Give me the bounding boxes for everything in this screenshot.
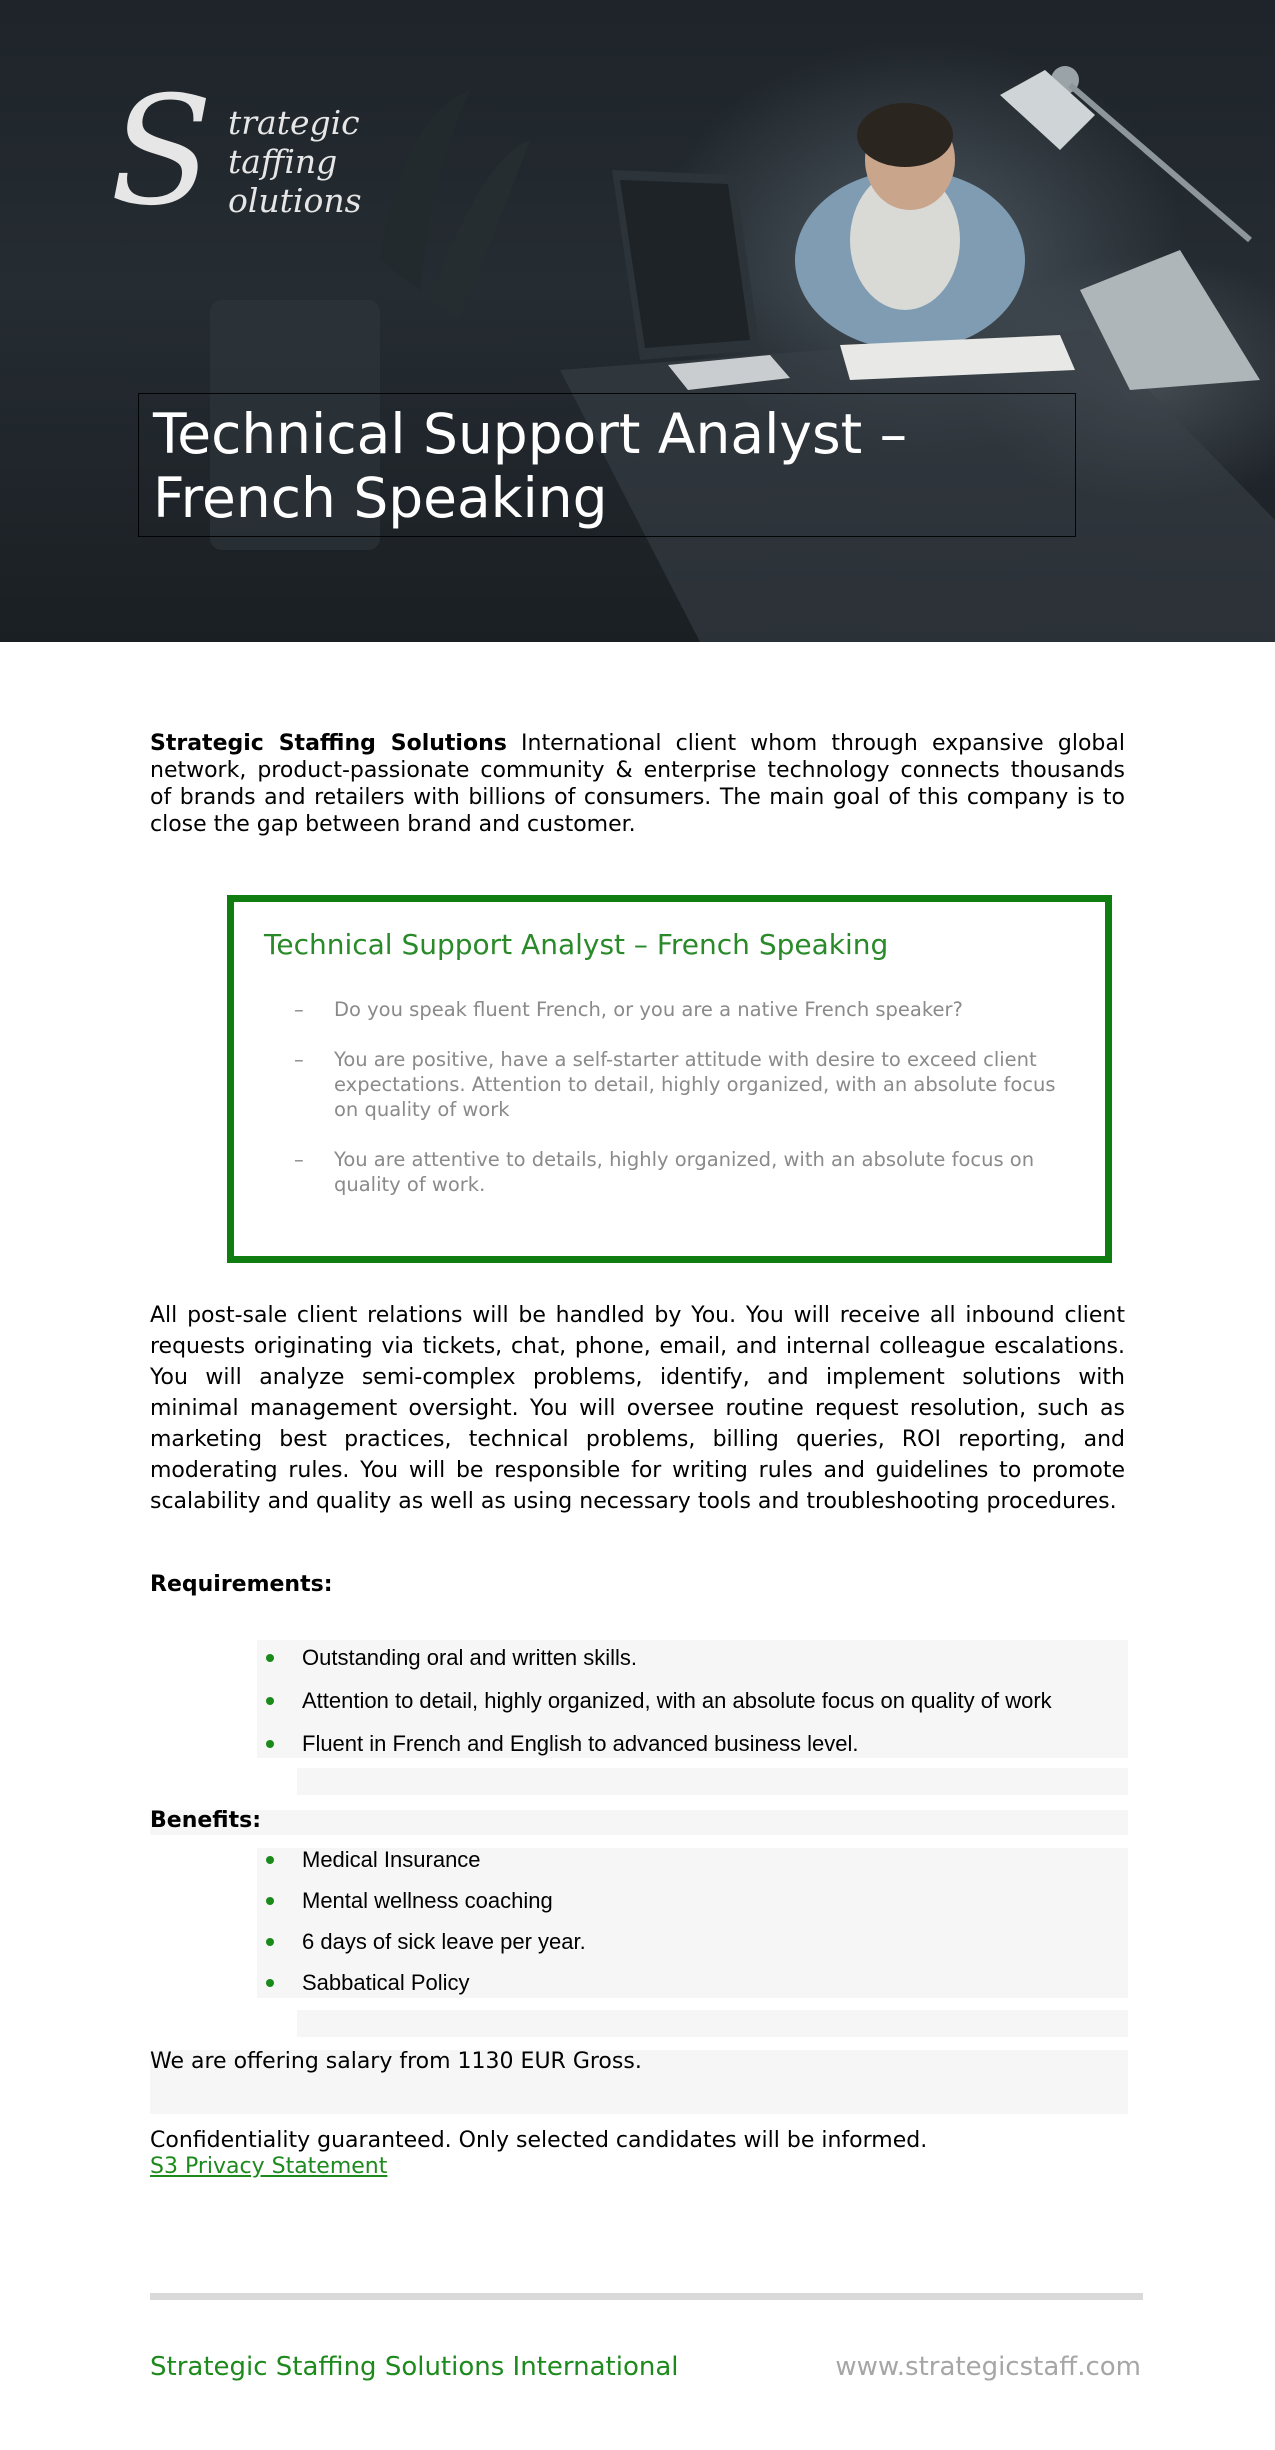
intro-paragraph — [150, 730, 1125, 838]
logo-wordmark — [228, 103, 362, 220]
list-item — [262, 1846, 1122, 1887]
privacy-statement-link[interactable]: S3 Privacy Statement — [150, 2154, 388, 2179]
logo-word-3: olutions — [228, 181, 362, 220]
bullet-dot — [266, 1979, 274, 1987]
list-item — [262, 1643, 1122, 1686]
footer-website[interactable]: www.strategicstaff.com — [835, 2352, 1141, 2382]
bullet-dot — [266, 1897, 274, 1905]
list-item-text: You are positive, have a self-starter attitude with desire to exceed client expectations. Attention to detail, highly organized, with an absolute focus on quality of work — [334, 1048, 1056, 1121]
list-item — [294, 997, 1064, 1022]
list-item-text: Fluent in French and English to advanced business level. — [302, 1731, 859, 1756]
dash-bullet: – — [294, 1048, 304, 1071]
bullet-dot — [266, 1938, 274, 1946]
job-highlight-list — [294, 997, 1064, 1222]
shade-block — [297, 2010, 1128, 2037]
list-item — [262, 1969, 1122, 2010]
list-item — [294, 1147, 1064, 1197]
logo-monogram: S — [110, 65, 213, 239]
list-item-text: Medical Insurance — [302, 1847, 481, 1872]
bullet-dot — [266, 1740, 274, 1748]
bullet-dot — [266, 1697, 274, 1705]
list-item-text: Sabbatical Policy — [302, 1970, 470, 1995]
list-item-text: Outstanding oral and written skills. — [302, 1645, 638, 1670]
dash-bullet: – — [294, 1148, 304, 1171]
benefits-heading: Benefits: — [150, 1808, 261, 1833]
hero-title-box — [138, 393, 1076, 537]
shade-block — [297, 1768, 1128, 1795]
list-item-text: Do you speak fluent French, or you are a native French speaker? — [334, 998, 963, 1021]
footer-company-name: Strategic Staffing Solutions International — [150, 2352, 679, 2382]
list-item — [262, 1729, 1122, 1772]
job-highlight-title: Technical Support Analyst – French Speaking — [264, 928, 889, 961]
logo-word-2: taffing — [228, 142, 338, 181]
logo-word-1: trategic — [228, 103, 360, 142]
intro-text: International client whom through expansive global network, product-passionate community & enterprise technology connects thousands of brands and retailers with billions of consumers. The main goal of this company is to close the gap between brand and customer. — [150, 731, 1125, 837]
requirements-list — [262, 1643, 1122, 1772]
benefits-list — [262, 1846, 1122, 2010]
list-item-text: 6 days of sick leave per year. — [302, 1929, 586, 1954]
page-title: Technical Support Analyst – French Speaking — [153, 402, 908, 530]
hero-banner — [0, 0, 1275, 642]
dash-bullet: – — [294, 998, 304, 1021]
requirements-heading: Requirements: — [150, 1572, 333, 1597]
company-logo — [110, 65, 362, 245]
list-item — [262, 1686, 1122, 1729]
list-item-text: Mental wellness coaching — [302, 1888, 553, 1913]
confidentiality-text: Confidentiality guaranteed. Only selected candidates will be informed. — [150, 2128, 928, 2153]
job-highlight-box — [227, 895, 1112, 1263]
list-item-text: Attention to detail, highly organized, with an absolute focus on quality of work — [302, 1688, 1052, 1713]
intro-company-name: Strategic Staffing Solutions — [150, 731, 507, 756]
list-item — [262, 1887, 1122, 1928]
list-item — [294, 1047, 1064, 1122]
job-description: All post-sale client relations will be handled by You. You will receive all inbound client requests originating via tickets, chat, phone, email, and internal colleague escalations. You will analyze semi-complex problems, identify, and implement solutions with minimal management oversight. You will oversee routine request resolution, such as marketing best practices, technical problems, billing queries, ROI reporting, and moderating rules. You will be responsible for writing rules and guidelines to promote scalability and quality as well as using necessary tools and troubleshooting procedures. — [150, 1303, 1125, 1514]
bullet-dot — [266, 1856, 274, 1864]
shade-block — [150, 1810, 1128, 1835]
salary-text: We are offering salary from 1130 EUR Gross. — [150, 2049, 642, 2074]
list-item-text: You are attentive to details, highly organized, with an absolute focus on quality of work. — [334, 1148, 1035, 1196]
list-item — [262, 1928, 1122, 1969]
footer-divider — [150, 2293, 1143, 2300]
bullet-dot — [266, 1654, 274, 1662]
